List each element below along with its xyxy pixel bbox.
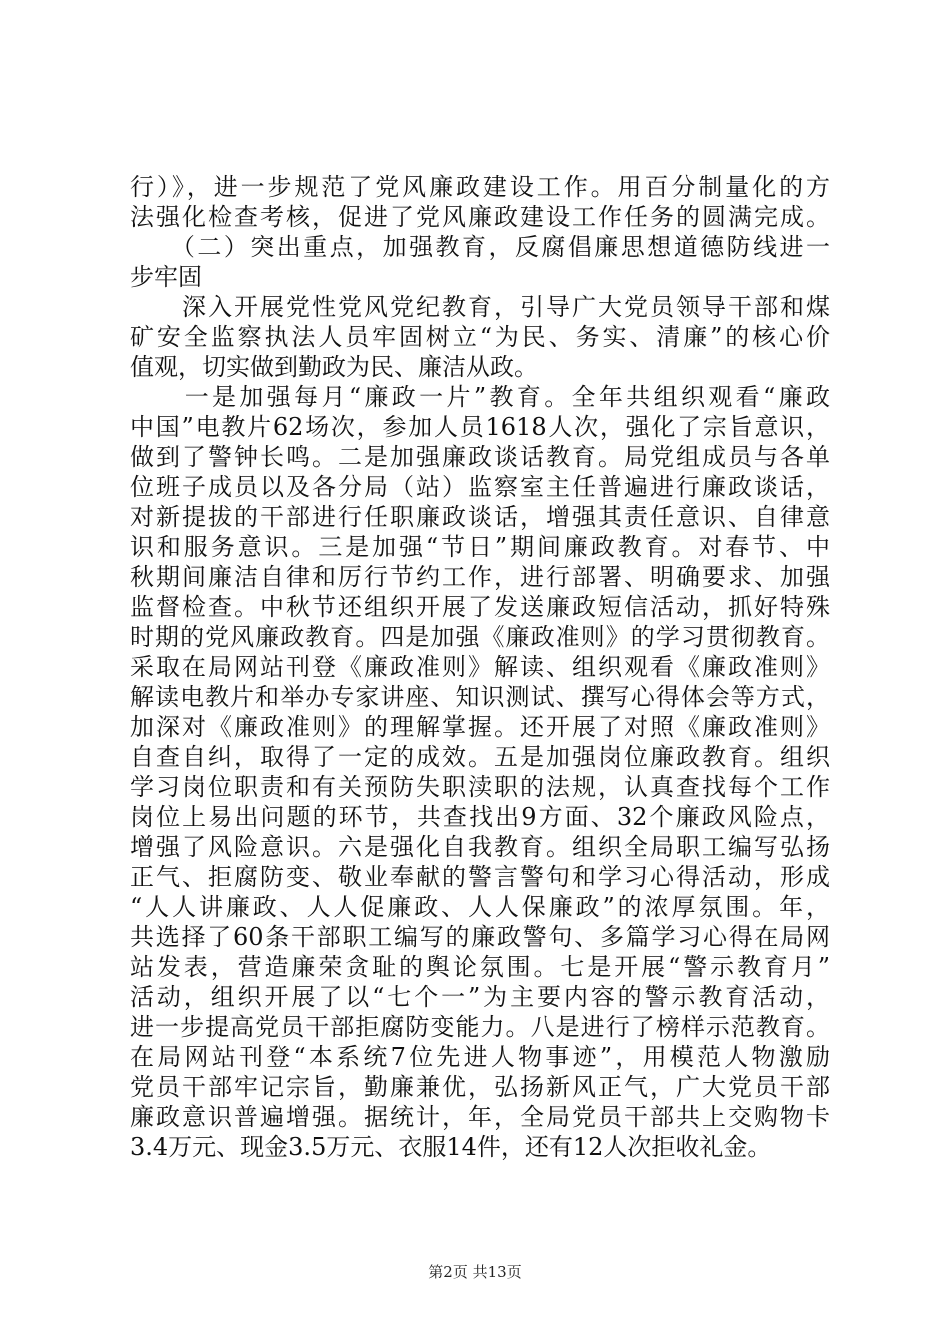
text-line: 学习岗位职责和有关预防失职渎职的法规，认真查找每个工作 — [130, 773, 830, 801]
section-heading-line: 步牢固 — [130, 263, 202, 291]
text-line: 站发表，营造廉荣贪耻的舆论氛围。七是开展“警示教育月” — [130, 953, 830, 981]
text-line: 共选择了60条干部职工编写的廉政警句、多篇学习心得在局网 — [130, 923, 830, 951]
text-line: 活动，组织开展了以“七个一”为主要内容的警示教育活动， — [130, 983, 830, 1011]
text-line: 法强化检查考核，促进了党风廉政建设工作任务的圆满完成。 — [130, 203, 830, 231]
text-line: 解读电教片和举办专家讲座、知识测试、撰写心得体会等方式， — [130, 683, 830, 711]
text-line: 位班子成员以及各分局（站）监察室主任普遍进行廉政谈话， — [130, 473, 830, 501]
text-line: 对新提拔的干部进行任职廉政谈话，增强其责任意识、自律意 — [130, 503, 830, 531]
text-line: 加深对《廉政准则》的理解掌握。还开展了对照《廉政准则》 — [130, 713, 830, 741]
text-line: 党员干部牢记宗旨，勤廉兼优，弘扬新风正气，广大党员干部 — [130, 1073, 830, 1101]
text-line: 秋期间廉洁自律和厉行节约工作，进行部署、明确要求、加强 — [130, 563, 830, 591]
text-line: 识和服务意识。三是加强“节日”期间廉政教育。对春节、中 — [130, 533, 830, 561]
text-line: 在局网站刊登“本系统7位先进人物事迹”，用模范人物激励 — [130, 1043, 830, 1071]
text-line: “人人讲廉政、人人促廉政、人人保廉政”的浓厚氛围。年， — [130, 893, 830, 921]
document-body — [130, 172, 830, 1162]
text-line: 时期的党风廉政教育。四是加强《廉政准则》的学习贯彻教育。 — [130, 623, 830, 651]
text-line: 矿安全监察执法人员牢固树立“为民、务实、清廉”的核心价 — [130, 323, 830, 351]
text-line: 监督检查。中秋节还组织开展了发送廉政短信活动，抓好特殊 — [130, 593, 830, 621]
text-line: 岗位上易出问题的环节，共查找出9方面、32个廉政风险点， — [130, 803, 830, 831]
text-line: 3.4万元、现金3.5万元、衣服14件，还有12人次拒收礼金。 — [130, 1133, 772, 1161]
text-line: 采取在局网站刊登《廉政准则》解读、组织观看《廉政准则》 — [130, 653, 830, 681]
text-line: 深入开展党性党风党纪教育，引导广大党员领导干部和煤 — [130, 293, 830, 321]
text-line: 进一步提高党员干部拒腐防变能力。八是进行了榜样示范教育。 — [130, 1013, 830, 1041]
text-line: 做到了警钟长鸣。二是加强廉政谈话教育。局党组成员与各单 — [130, 443, 830, 471]
text-line: 廉政意识普遍增强。据统计，年，全局党员干部共上交购物卡 — [130, 1103, 830, 1131]
text-line: 增强了风险意识。六是强化自我教育。组织全局职工编写弘扬 — [130, 833, 830, 861]
text-line: 行）》，进一步规范了党风廉政建设工作。用百分制量化的方 — [130, 173, 830, 201]
text-line: 自查自纠，取得了一定的成效。五是加强岗位廉政教育。组织 — [130, 743, 830, 771]
text-line: （二）突出重点，加强教育，反腐倡廉思想道德防线进一 — [130, 233, 830, 261]
page-number-footer: 第2页 共13页 — [428, 1263, 522, 1281]
text-line: 正气、拒腐防变、敬业奉献的警言警句和学习心得活动，形成 — [130, 863, 830, 891]
text-line: 一是加强每月“廉政一片”教育。全年共组织观看“廉政 — [130, 383, 830, 411]
text-line: 中国”电教片62场次，参加人员1618人次，强化了宗旨意识， — [130, 413, 830, 441]
text-line: 值观，切实做到勤政为民、廉洁从政。 — [130, 353, 538, 381]
